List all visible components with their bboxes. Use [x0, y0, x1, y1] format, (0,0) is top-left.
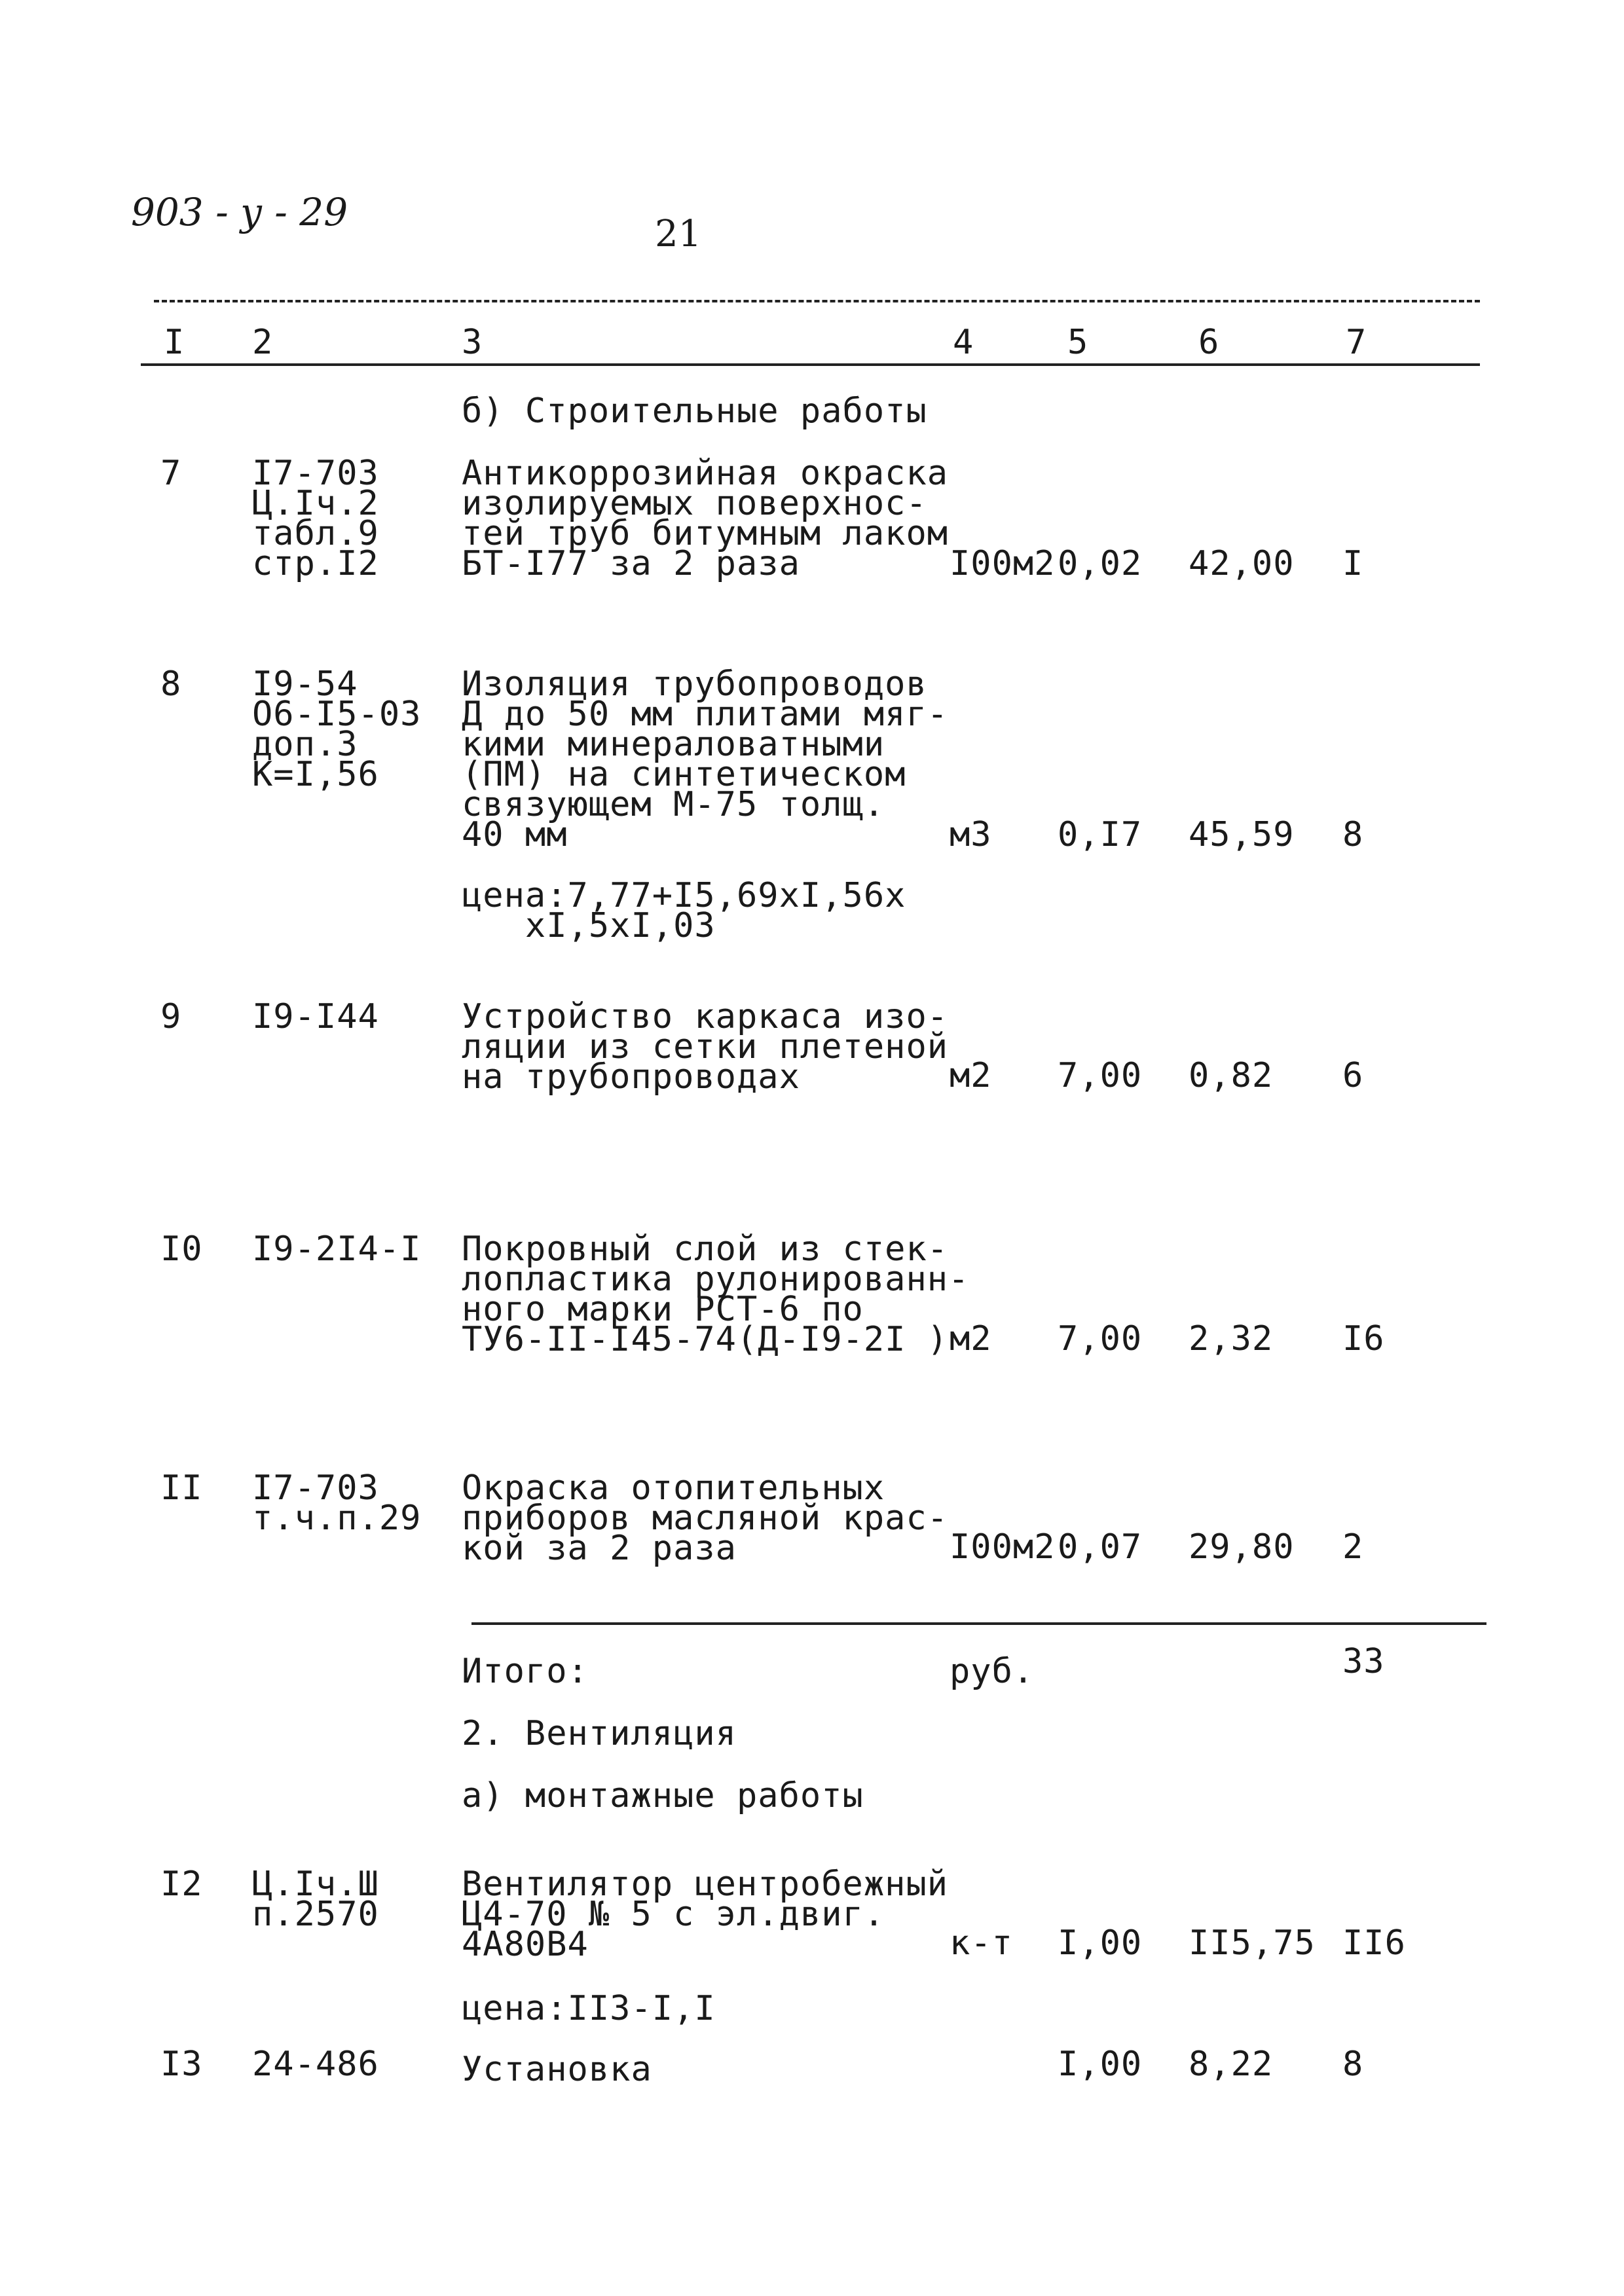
row-description: Окраска отопительных приборов масляной крас- кой за 2 раза	[462, 1468, 949, 1568]
row-description: Установка	[462, 2050, 652, 2089]
row-total: II6	[1342, 1923, 1406, 1963]
row-unit: к-т	[950, 1923, 1013, 1963]
row-total: 6	[1342, 1056, 1364, 1095]
row-price: 42,00	[1189, 544, 1295, 583]
row-quantity: I,00	[1058, 1923, 1143, 1963]
col-header-4: 4	[953, 323, 974, 362]
page-number: 21	[655, 213, 702, 255]
col-header-3: 3	[462, 323, 483, 362]
row-reference: Ц.Iч.Ш п.2570	[252, 1865, 379, 1934]
row-quantity: 7,00	[1058, 1056, 1143, 1095]
row-price: 45,59	[1189, 815, 1295, 854]
row-total: I	[1342, 544, 1364, 583]
row-reference: 24-486	[252, 2045, 379, 2084]
row-description: Покровный слой из стек- лопластика рулонированн- ного марки РСТ-6 по ТУ6-II-I45-74(Д-I9-2I )	[462, 1230, 970, 1359]
row-description: Изоляция трубопроводов Д до 50 мм плитами мяг- кими минераловатными (ПМ) на синтетическом связующем М-75 толщ. 40 мм	[462, 665, 949, 854]
row-total: 8	[1342, 815, 1364, 854]
row-reference: I7-703 т.ч.п.29	[252, 1468, 422, 1538]
section-heading: б) Строительные работы	[462, 392, 927, 431]
document-code: 903 - у - 29	[131, 190, 348, 234]
row-quantity: 0,07	[1058, 1527, 1143, 1567]
row-quantity: 0,02	[1058, 544, 1143, 583]
row-quantity: I,00	[1058, 2045, 1143, 2084]
row-description: Устройство каркаса изо- ляции из сетки плетеной на трубопроводах	[462, 997, 949, 1097]
row-reference: I9-I44	[252, 997, 379, 1036]
price-note: цена:II3-I,I	[462, 1989, 716, 2028]
row-unit: I00м2	[950, 1527, 1056, 1567]
subtotal-total: 33	[1342, 1642, 1385, 1681]
row-number: I2	[160, 1865, 203, 1904]
row-description: Вентилятор центробежный Ц4-70 № 5 с эл.двиг. 4А80В4	[462, 1865, 949, 1964]
row-price: 29,80	[1189, 1527, 1295, 1567]
col-header-2: 2	[252, 323, 274, 362]
row-number: I0	[160, 1230, 203, 1269]
row-reference: I7-703 Ц.Iч.2 табл.9 стр.I2	[252, 454, 379, 583]
row-reference: I9-2I4-I	[252, 1230, 422, 1269]
row-total: 8	[1342, 2045, 1364, 2084]
row-total: I6	[1342, 1319, 1385, 1358]
row-quantity: 7,00	[1058, 1319, 1143, 1358]
row-reference: I9-54 О6-I5-03 доп.3 К=I,56	[252, 665, 422, 794]
row-number: II	[160, 1468, 203, 1508]
row-total: 2	[1342, 1527, 1364, 1567]
row-price: 0,82	[1189, 1056, 1274, 1095]
price-note: цена:7,77+I5,69хI,56х хI,5хI,03	[462, 876, 906, 945]
col-header-7: 7	[1346, 323, 1367, 362]
header-bottom-rule	[141, 363, 1480, 366]
row-price: 2,32	[1189, 1319, 1274, 1358]
row-price: 8,22	[1189, 2045, 1274, 2084]
col-header-5: 5	[1067, 323, 1089, 362]
row-number: 9	[160, 997, 182, 1036]
row-unit: м2	[950, 1319, 992, 1358]
section-heading: 2. Вентиляция	[462, 1714, 737, 1753]
row-quantity: 0,I7	[1058, 815, 1143, 854]
table-top-rule	[154, 300, 1480, 302]
col-header-1: I	[164, 323, 185, 362]
row-description: Антикоррозийная окраска изолируемых поверхнос- тей труб битумным лаком БТ-I77 за 2 раза	[462, 454, 949, 583]
row-unit: I00м2	[950, 544, 1056, 583]
row-unit: м2	[950, 1056, 992, 1095]
subsection-heading: а) монтажные работы	[462, 1776, 864, 1815]
subtotal-label: Итого:	[462, 1652, 589, 1691]
subtotal-unit: руб.	[950, 1652, 1035, 1691]
row-number: I3	[160, 2045, 203, 2084]
row-price: II5,75	[1189, 1923, 1316, 1963]
row-number: 8	[160, 665, 182, 704]
row-unit: м3	[950, 815, 992, 854]
subtotal-rule	[471, 1622, 1486, 1625]
row-number: 7	[160, 454, 182, 493]
col-header-6: 6	[1198, 323, 1220, 362]
